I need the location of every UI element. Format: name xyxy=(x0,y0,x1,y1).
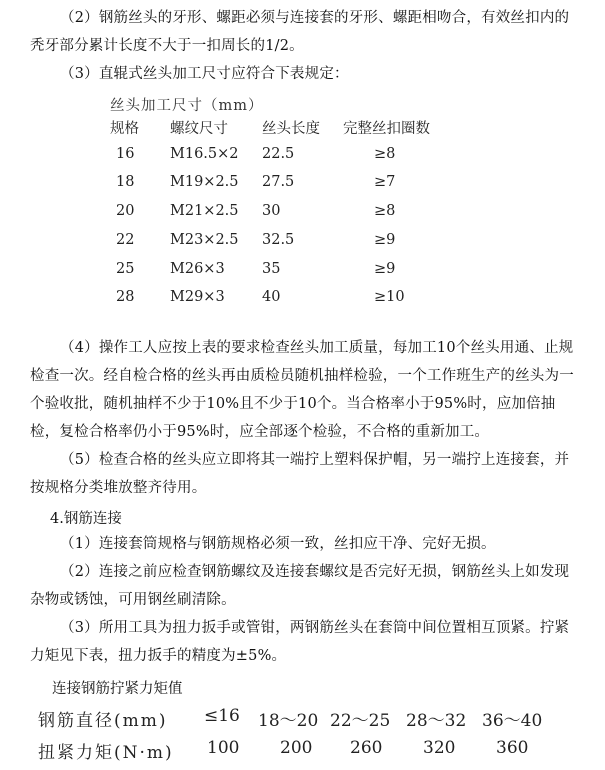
table-cell: ≥8 xyxy=(374,146,396,162)
table-cell: M23×2.5 xyxy=(170,232,239,248)
table-cell: 320 xyxy=(423,738,456,758)
table-cell: ≥8 xyxy=(374,203,396,219)
table-cell: 30 xyxy=(262,203,281,219)
table-cell: M16.5×2 xyxy=(170,146,239,162)
table-cell: 100 xyxy=(207,738,240,758)
table-row xyxy=(0,203,605,231)
table-row xyxy=(0,738,605,770)
table-cell: M21×2.5 xyxy=(170,203,239,219)
table-cell: M19×2.5 xyxy=(170,174,239,190)
table-cell: M29×3 xyxy=(170,289,225,305)
table-header-row xyxy=(0,117,605,145)
table-cell: 36～40 xyxy=(482,711,543,731)
table-header-cell: 扭紧力矩(N·m) xyxy=(38,743,174,763)
table-cell: ≥9 xyxy=(374,232,396,248)
table-header-cell: 钢筋直径(mm) xyxy=(38,711,168,731)
table-cell: 40 xyxy=(262,289,281,305)
table-row xyxy=(0,174,605,202)
table-cell: 28 xyxy=(116,289,135,305)
table-row xyxy=(0,706,605,738)
table-row xyxy=(0,289,605,317)
paragraph-protection: （5）检查合格的丝头应立即将其一端拧上塑料保护帽，另一端拧上连接套，并按规格分类堆放整齐待用。 xyxy=(30,452,570,496)
table-row xyxy=(0,146,605,174)
table-cell: 22 xyxy=(116,232,135,248)
table-cell: 27.5 xyxy=(262,174,295,190)
table-cell: 260 xyxy=(350,738,383,758)
table-cell: 25 xyxy=(116,261,135,277)
table-header-cell: 规格 xyxy=(110,121,139,137)
table-header-cell: 丝头长度 xyxy=(262,121,320,137)
table-cell: ≤16 xyxy=(204,706,240,726)
table-header-cell: 螺纹尺寸 xyxy=(170,121,228,137)
table-cell: 18 xyxy=(116,174,135,190)
table-cell: 35 xyxy=(262,261,281,277)
table-header-cell: 完整丝扣圈数 xyxy=(343,121,430,137)
table-cell: 22.5 xyxy=(262,146,295,162)
thread-table-title: 丝头加工尺寸（mm） xyxy=(110,98,264,114)
paragraph-thread-shape: （2）钢筋丝头的牙形、螺距必须与连接套的牙形、螺距相吻合，有效丝扣内的秃牙部分累计长度不大于一扣周长的1/2。 xyxy=(30,10,570,54)
table-cell: 18～20 xyxy=(258,711,319,731)
paragraph-dimension-intro: （3）直辊式丝头加工尺寸应符合下表规定： xyxy=(60,66,349,82)
table-cell: 28～32 xyxy=(406,711,467,731)
table-cell: 200 xyxy=(280,738,313,758)
table-cell: 22～25 xyxy=(330,711,391,731)
table-row xyxy=(0,261,605,289)
paragraph-inspection: （4）操作工人应按上表的要求检查丝头加工质量，每加工10个丝头用通、止规检查一次。经自检合格的丝头再由质检员随机抽样检验，一个工作班生产的丝头为一个验收批，随机抽样不少于10%且不少于10个。当合格率小于95%时，应加倍抽检，复检合格率仍小于95%时，应全部逐个检验，不合格的重新加工。 xyxy=(30,340,574,440)
table-cell: ≥10 xyxy=(374,289,405,305)
table-cell: 360 xyxy=(496,738,529,758)
paragraph-sleeve-spec: （1）连接套筒规格与钢筋规格必须一致，丝扣应干净、完好无损。 xyxy=(60,536,496,552)
paragraph-tools: （3）所用工具为扭力扳手或管钳，两钢筋丝头在套筒中间位置相互顶紧。拧紧力矩见下表，扭力扳手的精度为±5%。 xyxy=(30,620,570,664)
table-cell: 20 xyxy=(116,203,135,219)
table-cell: 32.5 xyxy=(262,232,295,248)
table-row xyxy=(0,232,605,260)
table-cell: ≥7 xyxy=(374,174,396,190)
torque-table-title: 连接钢筋拧紧力矩值 xyxy=(52,681,183,697)
table-cell: M26×3 xyxy=(170,261,225,277)
table-cell: ≥9 xyxy=(374,261,396,277)
paragraph-precheck: （2）连接之前应检查钢筋螺纹及连接套螺纹是否完好无损，钢筋丝头上如发现杂物或锈蚀，可用钢丝刷清除。 xyxy=(30,564,570,608)
section-heading: 4.钢筋连接 xyxy=(50,511,122,527)
table-cell: 16 xyxy=(116,146,135,162)
